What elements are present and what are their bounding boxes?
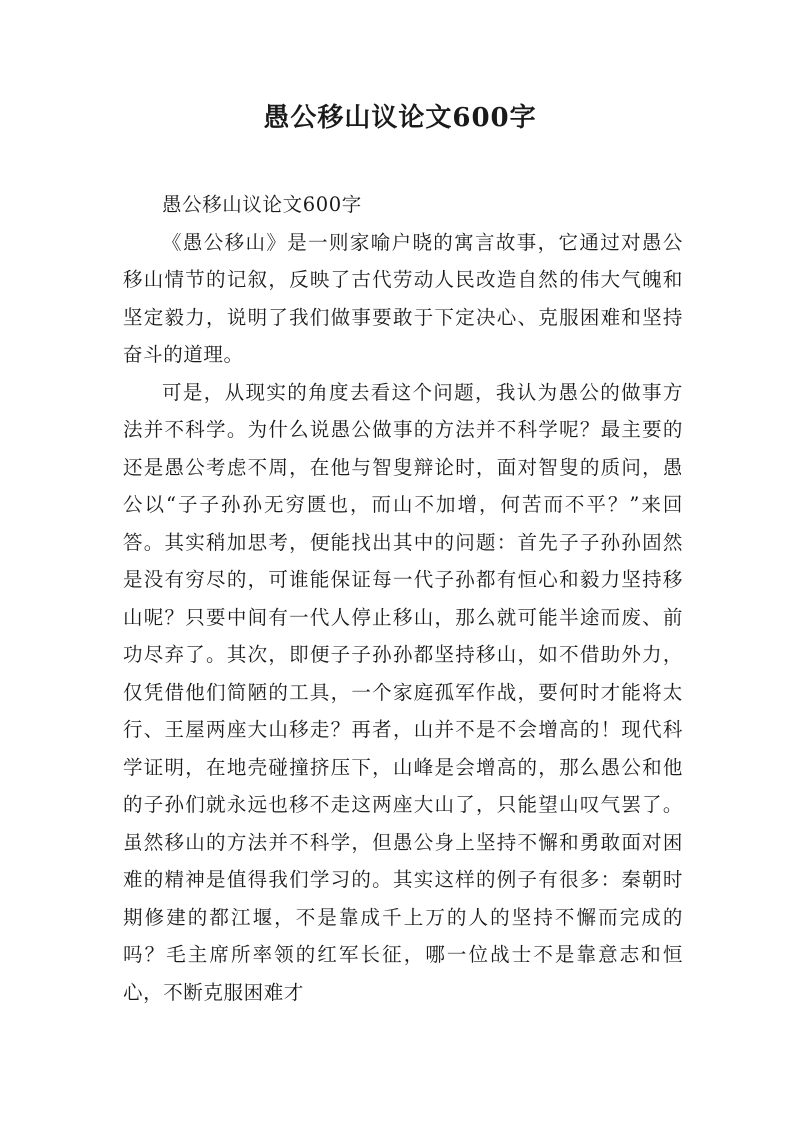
document-body [123, 186, 683, 1011]
intro-paragraph: 《愚公移山》是一则家喻户晓的寓言故事，它通过对愚公移山情节的记叙，反映了古代劳动人民改造自然的伟大气魄和坚定毅力，说明了我们做事要敢于下定决心、克服困难和坚持奋斗的道理。 [123, 230, 683, 366]
argument-paragraph: 可是，从现实的角度去看这个问题，我认为愚公的做事方法并不科学。为什么说愚公做事的方法并不科学呢？最主要的还是愚公考虑不周，在他与智叟辩论时，面对智叟的质问，愚公以“子子孙孙无穷匮也，而山不加增，何苦而不平？”来回答。其实稍加思考，便能找出其中的问题：首先子子孙孙固然是没有穷尽的，可谁能保证每一代子孙都有恒心和毅力坚持移山呢？只要中间有一代人停止移山，那么就可能半途而废、前功尽弃了。其次，即便子子孙孙都坚持移山，如不借助外力，仅凭借他们简陋的工具，一个家庭孤军作战，要何时才能将太行、王屋两座大山移走？再者，山并不是不会增高的！现代科学证明，在地壳碰撞挤压下，山峰是会增高的，那么愚公和他的子孙们就永远也移不走这两座大山了，只能望山叹气罢了。虽然移山的方法并不科学，但愚公身上坚持不懈和勇敢面对困难的精神是值得我们学习的。其实这样的例子有很多：秦朝时期修建的都江堰，不是靠成千上万的人的坚持不懈而完成的吗？毛主席所率领的红军长征，哪一位战士不是靠意志和恒心，不断克服困难才 [123, 380, 683, 1004]
subtitle-paragraph: 愚公移山议论文600字 [162, 193, 362, 216]
document-title: 愚公移山议论文600字 [263, 103, 537, 133]
